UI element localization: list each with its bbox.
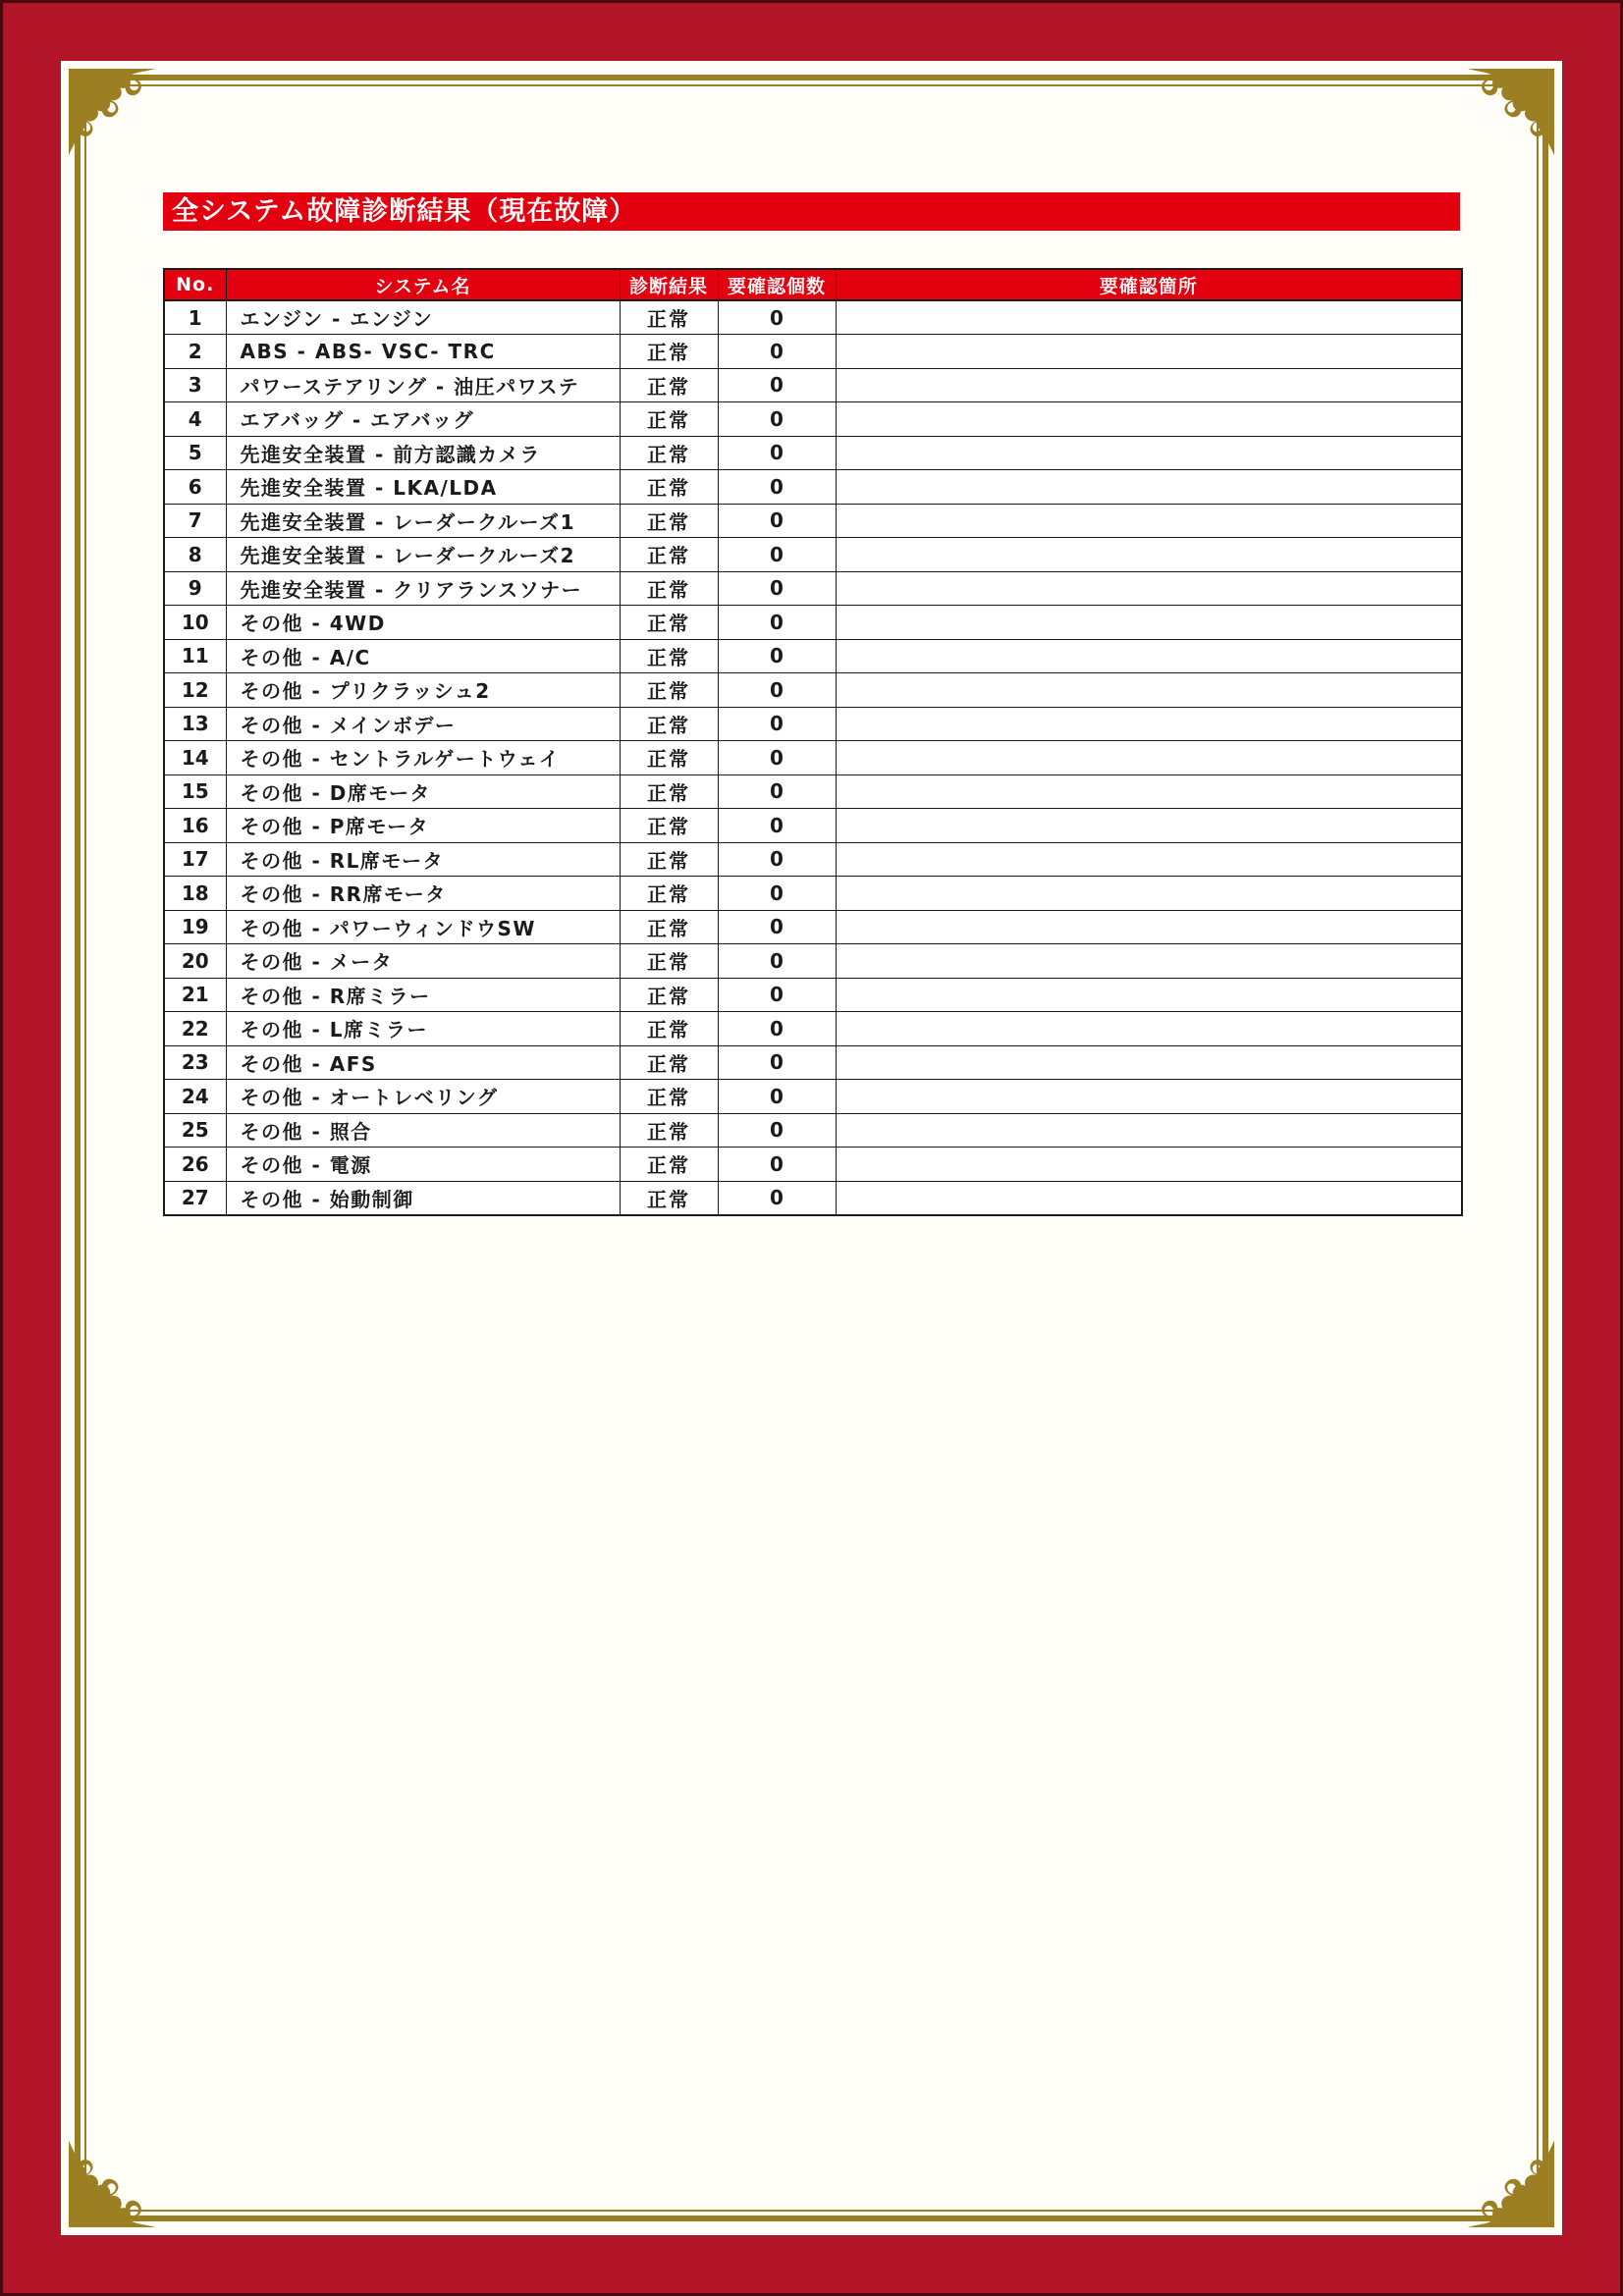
table-row: [164, 538, 1462, 572]
cell-count: 0: [718, 300, 836, 335]
cell-system-name: その他 - R席ミラー: [226, 978, 620, 1012]
cell-location: [836, 842, 1462, 877]
table-row: [164, 606, 1462, 640]
cell-result: 正常: [620, 1148, 718, 1182]
cell-no: 1: [164, 300, 226, 335]
cell-count: 0: [718, 538, 836, 572]
table-row: [164, 944, 1462, 979]
cell-result: 正常: [620, 673, 718, 708]
cell-no: 13: [164, 707, 226, 741]
cell-location: [836, 436, 1462, 470]
table-row: [164, 335, 1462, 369]
table-row: [164, 877, 1462, 911]
paper: [61, 61, 1562, 2235]
cell-count: 0: [718, 504, 836, 538]
cell-system-name: エンジン - エンジン: [226, 300, 620, 335]
table-row: [164, 639, 1462, 673]
cell-count: 0: [718, 639, 836, 673]
table-row: [164, 436, 1462, 470]
corner-flourish-icon: [69, 2137, 159, 2227]
cell-location: [836, 470, 1462, 505]
table-row: [164, 707, 1462, 741]
cell-no: 5: [164, 436, 226, 470]
cell-no: 19: [164, 910, 226, 944]
table-row: [164, 978, 1462, 1012]
cell-result: 正常: [620, 335, 718, 369]
cell-no: 24: [164, 1080, 226, 1114]
table-row: [164, 1181, 1462, 1215]
cell-location: [836, 673, 1462, 708]
cell-system-name: その他 - セントラルゲートウェイ: [226, 741, 620, 775]
cell-count: 0: [718, 707, 836, 741]
table-row: [164, 774, 1462, 809]
cell-result: 正常: [620, 707, 718, 741]
cell-system-name: その他 - AFS: [226, 1045, 620, 1080]
cell-result: 正常: [620, 571, 718, 606]
cell-result: 正常: [620, 741, 718, 775]
cell-system-name: ABS - ABS- VSC- TRC: [226, 335, 620, 369]
cell-result: 正常: [620, 470, 718, 505]
cell-result: 正常: [620, 402, 718, 437]
table-row: [164, 402, 1462, 437]
cell-count: 0: [718, 368, 836, 402]
cell-result: 正常: [620, 978, 718, 1012]
cell-no: 17: [164, 842, 226, 877]
cell-system-name: その他 - 始動制御: [226, 1181, 620, 1215]
table-header: [164, 269, 1462, 300]
table-row: [164, 300, 1462, 335]
cell-count: 0: [718, 1113, 836, 1148]
cell-location: [836, 1148, 1462, 1182]
cell-system-name: 先進安全装置 - LKA/LDA: [226, 470, 620, 505]
cell-location: [836, 978, 1462, 1012]
diagnosis-table: [163, 268, 1463, 1216]
col-header-location: 要確認箇所: [836, 269, 1462, 300]
cell-location: [836, 910, 1462, 944]
report-title-bar: [163, 192, 1460, 231]
cell-result: 正常: [620, 368, 718, 402]
cell-system-name: 先進安全装置 - レーダークルーズ1: [226, 504, 620, 538]
cell-result: 正常: [620, 842, 718, 877]
cell-no: 26: [164, 1148, 226, 1182]
cell-system-name: その他 - プリクラッシュ2: [226, 673, 620, 708]
cell-system-name: その他 - パワーウィンドウSW: [226, 910, 620, 944]
col-header-no: No.: [164, 269, 226, 300]
cell-no: 3: [164, 368, 226, 402]
cell-system-name: その他 - A/C: [226, 639, 620, 673]
cell-no: 10: [164, 606, 226, 640]
cell-location: [836, 944, 1462, 979]
cell-location: [836, 402, 1462, 437]
cell-location: [836, 1113, 1462, 1148]
cell-count: 0: [718, 1012, 836, 1046]
table-row: [164, 1045, 1462, 1080]
table-row: [164, 1012, 1462, 1046]
cell-count: 0: [718, 606, 836, 640]
cell-result: 正常: [620, 877, 718, 911]
corner-flourish-icon: [69, 69, 159, 159]
cell-system-name: その他 - 電源: [226, 1148, 620, 1182]
cell-count: 0: [718, 673, 836, 708]
cell-count: 0: [718, 1045, 836, 1080]
cell-no: 27: [164, 1181, 226, 1215]
cell-system-name: その他 - L席ミラー: [226, 1012, 620, 1046]
cell-result: 正常: [620, 1045, 718, 1080]
cell-location: [836, 368, 1462, 402]
cell-count: 0: [718, 741, 836, 775]
cell-count: 0: [718, 842, 836, 877]
table-row: [164, 673, 1462, 708]
cell-no: 23: [164, 1045, 226, 1080]
cell-no: 16: [164, 809, 226, 843]
cell-system-name: パワーステアリング - 油圧パワステ: [226, 368, 620, 402]
cell-no: 12: [164, 673, 226, 708]
cell-location: [836, 1181, 1462, 1215]
table-row: [164, 368, 1462, 402]
cell-location: [836, 1012, 1462, 1046]
cell-no: 20: [164, 944, 226, 979]
cell-count: 0: [718, 809, 836, 843]
cell-location: [836, 504, 1462, 538]
cell-location: [836, 741, 1462, 775]
cell-count: 0: [718, 436, 836, 470]
cell-location: [836, 571, 1462, 606]
table-row: [164, 1080, 1462, 1114]
cell-system-name: エアバッグ - エアバッグ: [226, 402, 620, 437]
cell-no: 18: [164, 877, 226, 911]
cell-location: [836, 877, 1462, 911]
cell-result: 正常: [620, 504, 718, 538]
col-header-result: 診断結果: [620, 269, 718, 300]
cell-no: 9: [164, 571, 226, 606]
col-header-system: システム名: [226, 269, 620, 300]
table-row: [164, 1113, 1462, 1148]
cell-no: 11: [164, 639, 226, 673]
cell-result: 正常: [620, 300, 718, 335]
table-row: [164, 809, 1462, 843]
cell-system-name: その他 - RR席モータ: [226, 877, 620, 911]
table-row: [164, 842, 1462, 877]
table-row: [164, 571, 1462, 606]
cell-count: 0: [718, 1148, 836, 1182]
cell-location: [836, 809, 1462, 843]
cell-result: 正常: [620, 1113, 718, 1148]
table-row: [164, 470, 1462, 505]
cell-result: 正常: [620, 910, 718, 944]
cell-no: 25: [164, 1113, 226, 1148]
cell-result: 正常: [620, 436, 718, 470]
table-row: [164, 741, 1462, 775]
cell-no: 14: [164, 741, 226, 775]
corner-flourish-icon: [1464, 69, 1554, 159]
cell-system-name: その他 - P席モータ: [226, 809, 620, 843]
cell-no: 22: [164, 1012, 226, 1046]
cell-count: 0: [718, 571, 836, 606]
cell-system-name: 先進安全装置 - クリアランスソナー: [226, 571, 620, 606]
cell-system-name: その他 - メインボデー: [226, 707, 620, 741]
cell-system-name: その他 - RL席モータ: [226, 842, 620, 877]
cell-result: 正常: [620, 774, 718, 809]
cell-no: 4: [164, 402, 226, 437]
cell-system-name: 先進安全装置 - レーダークルーズ2: [226, 538, 620, 572]
cell-location: [836, 1045, 1462, 1080]
cell-result: 正常: [620, 944, 718, 979]
cell-location: [836, 639, 1462, 673]
cell-count: 0: [718, 402, 836, 437]
table-row: [164, 504, 1462, 538]
cell-system-name: 先進安全装置 - 前方認識カメラ: [226, 436, 620, 470]
cell-no: 15: [164, 774, 226, 809]
cell-system-name: その他 - オートレベリング: [226, 1080, 620, 1114]
corner-flourish-icon: [1464, 2137, 1554, 2227]
cell-count: 0: [718, 910, 836, 944]
report-title: 全システム故障診断結果（現在故障）: [172, 196, 637, 227]
cell-no: 6: [164, 470, 226, 505]
cell-result: 正常: [620, 639, 718, 673]
cell-count: 0: [718, 335, 836, 369]
cell-no: 8: [164, 538, 226, 572]
cell-count: 0: [718, 774, 836, 809]
cell-location: [836, 774, 1462, 809]
cell-system-name: その他 - 4WD: [226, 606, 620, 640]
col-header-count: 要確認個数: [718, 269, 836, 300]
cell-count: 0: [718, 944, 836, 979]
cell-result: 正常: [620, 1080, 718, 1114]
cell-result: 正常: [620, 809, 718, 843]
table-row: [164, 910, 1462, 944]
cell-system-name: その他 - D席モータ: [226, 774, 620, 809]
cell-location: [836, 606, 1462, 640]
cell-no: 2: [164, 335, 226, 369]
cell-location: [836, 538, 1462, 572]
cell-location: [836, 300, 1462, 335]
cell-result: 正常: [620, 1012, 718, 1046]
cell-result: 正常: [620, 1181, 718, 1215]
cell-location: [836, 335, 1462, 369]
cell-result: 正常: [620, 538, 718, 572]
cell-no: 21: [164, 978, 226, 1012]
cell-count: 0: [718, 877, 836, 911]
cell-location: [836, 707, 1462, 741]
cell-count: 0: [718, 1181, 836, 1215]
cell-system-name: その他 - メータ: [226, 944, 620, 979]
cell-no: 7: [164, 504, 226, 538]
cell-result: 正常: [620, 606, 718, 640]
cell-count: 0: [718, 470, 836, 505]
cell-system-name: その他 - 照合: [226, 1113, 620, 1148]
cell-count: 0: [718, 1080, 836, 1114]
cell-count: 0: [718, 978, 836, 1012]
table-row: [164, 1148, 1462, 1182]
cell-location: [836, 1080, 1462, 1114]
